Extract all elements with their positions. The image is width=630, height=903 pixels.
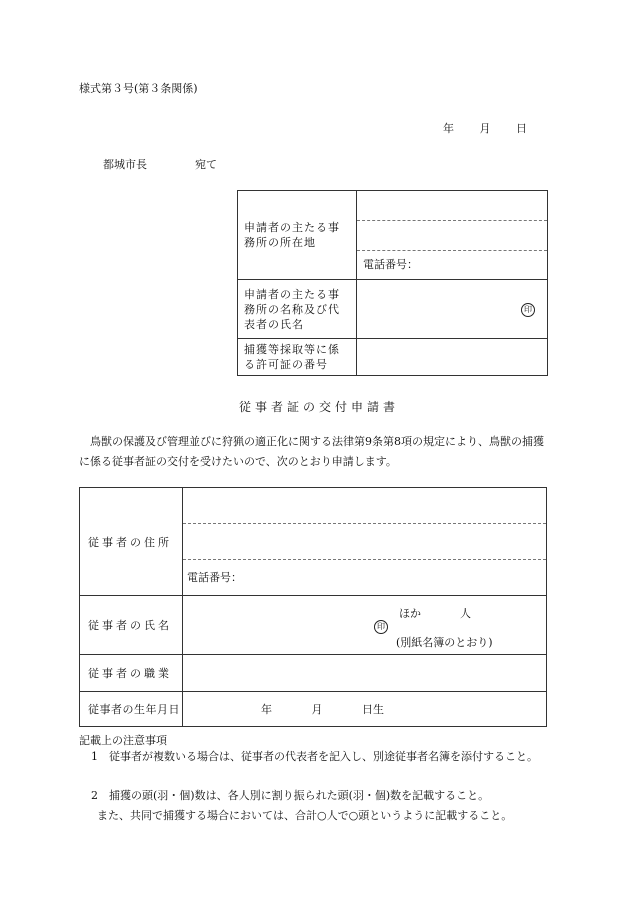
note-item-3: また、共同で捕獲する場合においては、合計○人で○頭というように記載すること。 [97, 809, 513, 822]
applicant-name-field[interactable] [357, 280, 548, 339]
birth-day: 日生 [362, 703, 384, 716]
worker-phone-label: 電話番号： [187, 571, 242, 584]
worker-phone-field[interactable] [183, 560, 546, 595]
office-location-line-2[interactable] [357, 221, 547, 251]
birth-month: 月 [311, 703, 323, 716]
notes-heading: 記載上の注意事項 [79, 734, 167, 747]
addressee [103, 156, 217, 172]
date-line [443, 120, 527, 136]
date-year: 年 [443, 122, 454, 135]
worker-occupation-label: 従事者の職業 [80, 655, 183, 692]
office-location-label: 申請者の主たる事務所の所在地 [238, 191, 357, 280]
note-item-1: 1 従事者が複数いる場合は、従事者の代表者を記入し、別途従事者名簿を添付すること。 [91, 750, 538, 763]
seal-icon: 印 [521, 303, 535, 317]
worker-address-line-2[interactable] [183, 524, 546, 560]
office-location-field[interactable] [357, 191, 548, 280]
worker-birthdate-label: 従事者の生年月日 [80, 692, 183, 727]
applicant-phone-field[interactable] [357, 251, 547, 279]
permit-number-label: 捕獲等採取等に係る許可証の番号 [238, 339, 357, 376]
applicant-phone-label: 電話番号： [363, 258, 418, 271]
permit-number-field[interactable] [357, 339, 548, 376]
addressee-suffix: 宛て [195, 158, 217, 171]
worker-name-field[interactable] [183, 596, 547, 655]
birth-year: 年 [261, 703, 272, 716]
others-prefix: ほか [399, 607, 421, 620]
office-location-line-1[interactable] [357, 191, 547, 221]
date-day: 日 [516, 122, 527, 135]
date-month: 月 [479, 122, 491, 135]
form-number-label: 様式第３号(第３条関係) [79, 82, 198, 95]
worker-address-field[interactable] [183, 488, 547, 596]
worker-occupation-field[interactable] [183, 655, 547, 692]
worker-address-label: 従事者の住所 [80, 488, 183, 596]
worker-table [79, 487, 547, 727]
document-title: 従事者証の交付申請書 [239, 400, 400, 414]
worker-name-label: 従事者の氏名 [80, 596, 183, 655]
applicant-table [237, 190, 548, 376]
worker-address-line-1[interactable] [183, 488, 546, 524]
application-statement: 鳥獣の保護及び管理並びに狩猟の適正化に関する法律第9条第8項の規定により、鳥獣の捕獲に係る従事者証の交付を受けたいので、次のとおり申請します。 [79, 435, 544, 468]
separate-list-note: (別紙名簿のとおり) [396, 636, 493, 649]
worker-birthdate-field[interactable] [183, 692, 547, 727]
note-item-2: 2 捕獲の頭(羽・個)数は、各人別に割り振られた頭(羽・個)数を記載すること。 [91, 789, 490, 802]
addressee-name: 都城市長 [103, 158, 147, 171]
others-suffix: 人 [460, 607, 471, 620]
seal-icon: 印 [374, 620, 388, 634]
applicant-name-label: 申請者の主たる事務所の名称及び代表者の氏名 [238, 280, 357, 339]
